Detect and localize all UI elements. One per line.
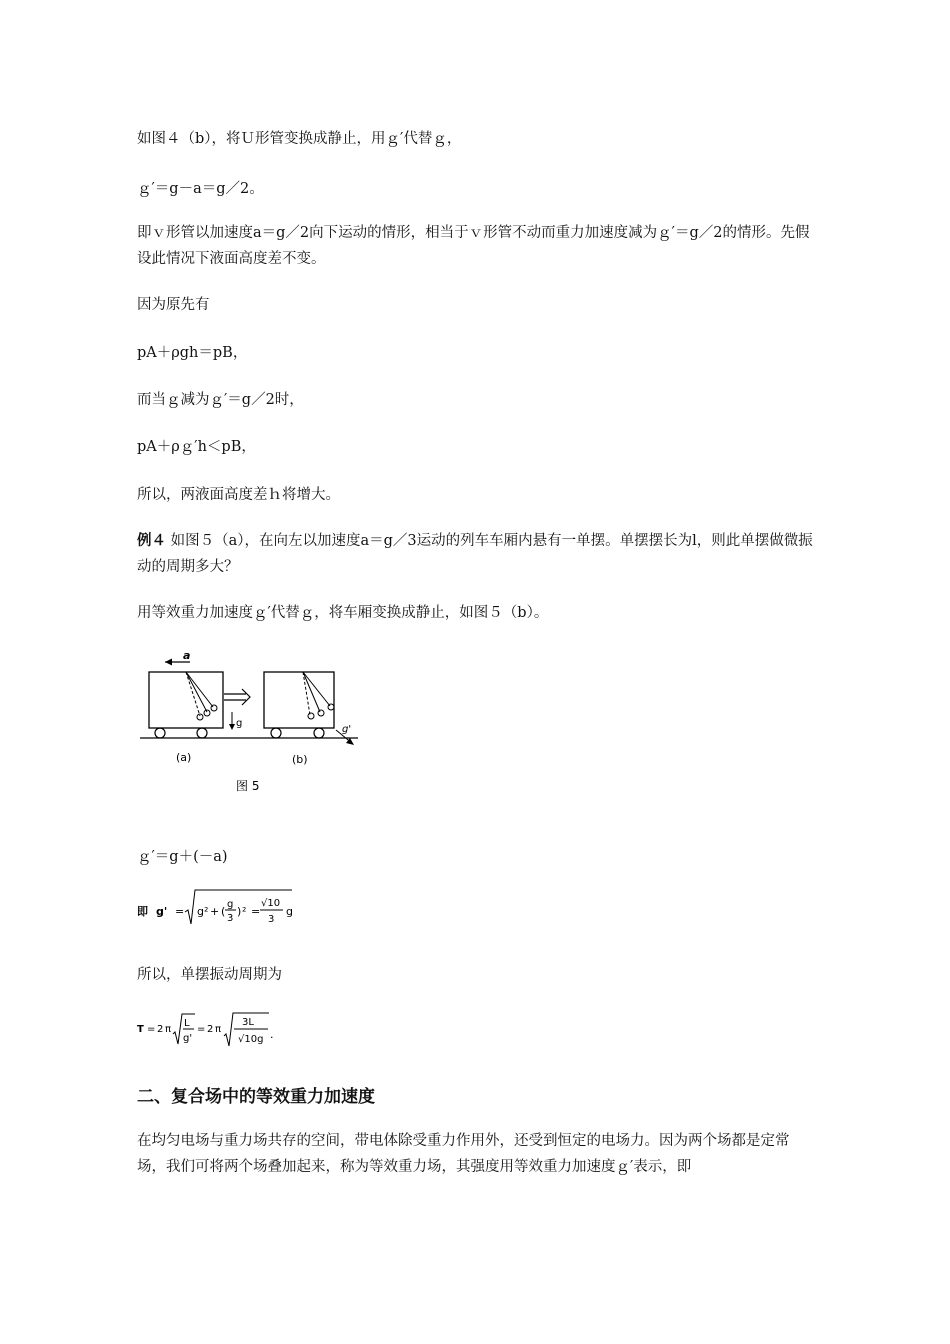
- formula-two2: 2: [207, 1024, 214, 1035]
- pendulum-bob: [204, 710, 210, 716]
- paragraph: pA＋ρｇ′h＜pB，: [137, 439, 256, 455]
- formula-eq2: =: [251, 905, 261, 918]
- formula-sqrt10: √10: [261, 898, 281, 909]
- example-text: 如图５（a），在向左以加速度a＝g／3运动的列车车厢内悬有一单摆。单摆摆长为l，则此单摆做微振动的周期多大？: [137, 533, 813, 575]
- section-heading: 二、复合场中的等效重力加速度: [137, 1087, 375, 1107]
- paragraph: pA＋ρgh＝pB，: [137, 345, 248, 361]
- example-label: 例４: [137, 532, 166, 549]
- paragraph: ｇ′＝g－a＝g／2。: [137, 181, 264, 197]
- formula-eq2: =: [197, 1024, 206, 1035]
- formula-two: 2: [157, 1024, 164, 1035]
- pendulum-bob: [328, 704, 334, 710]
- formula-prefix: 即: [137, 905, 148, 918]
- car-a: [149, 672, 223, 728]
- car-b: [264, 672, 334, 728]
- formula-T: T: [137, 1024, 144, 1035]
- formula-eq: =: [147, 1024, 156, 1035]
- wheel: [155, 728, 165, 738]
- formula-square: ²: [242, 905, 247, 918]
- formula-den: √10g: [238, 1034, 264, 1045]
- wheel: [271, 728, 281, 738]
- figure-5: [140, 648, 370, 798]
- wheel: [314, 728, 324, 738]
- paragraph: ｇ′＝g＋(－a): [137, 849, 228, 865]
- formula-lhs: g': [156, 905, 168, 918]
- formula-pi: π: [165, 1024, 172, 1035]
- pendulum-string: [186, 672, 213, 707]
- paren: (: [221, 905, 226, 918]
- formula-effective-g: [137, 886, 307, 930]
- pendulum-bob: [318, 710, 324, 716]
- formula-num: 3L: [242, 1017, 254, 1028]
- figure-label-a: (a): [176, 751, 192, 764]
- paragraph: 因为原先有: [137, 297, 210, 313]
- acceleration-label: a: [183, 649, 191, 662]
- pendulum-bob: [308, 713, 314, 719]
- example-4: [137, 528, 817, 580]
- paragraph: 而当ｇ减为ｇ′＝g／2时，: [137, 392, 304, 408]
- paragraph: 用等效重力加速度ｇ′代替ｇ，将车厢变换成静止，如图５（b）。: [137, 605, 549, 621]
- formula-eq: =: [175, 905, 185, 918]
- effective-gravity-label: g': [342, 724, 352, 735]
- formula-L: L: [184, 1018, 190, 1029]
- gravity-label: g: [236, 718, 243, 729]
- formula-g2: g²: [197, 905, 209, 918]
- formula-pi2: π: [215, 1024, 222, 1035]
- paren: ): [237, 905, 242, 918]
- gravity-arrowhead: [229, 724, 235, 730]
- formula-period: [137, 1008, 287, 1050]
- figure-label-b: (b): [292, 753, 308, 766]
- formula-plus: +: [210, 905, 220, 918]
- formula-gp: g': [183, 1033, 193, 1044]
- formula-tail: g: [286, 905, 293, 918]
- figure-caption: 图 5: [236, 779, 260, 793]
- paragraph: 所以，单摆振动周期为: [137, 967, 282, 983]
- formula-den3: 3: [268, 914, 275, 925]
- formula-dot: .: [270, 1028, 274, 1041]
- pendulum-string: [303, 672, 320, 712]
- transform-arrowhead: [242, 689, 250, 705]
- formula-frac-num: g: [227, 899, 234, 910]
- paragraph: 所以，两液面高度差ｈ将增大。: [137, 487, 340, 503]
- pendulum-string: [303, 672, 310, 715]
- formula-frac-den: 3: [227, 913, 234, 924]
- pendulum-bob: [211, 705, 217, 711]
- pendulum-string: [303, 672, 330, 706]
- paragraph: 在均匀电场与重力场共存的空间，带电体除受重力作用外，还受到恒定的电场力。因为两个场都是定常场，我们可将两个场叠加起来，称为等效重力场，其强度用等效重力加速度ｇ′表示，即: [137, 1133, 790, 1175]
- acceleration-arrowhead: [165, 659, 172, 666]
- paragraph: 即ｖ形管以加速度a＝g／2向下运动的情形，相当于ｖ形管不动而重力加速度减为ｇ′＝g／2的情形。先假设此情况下液面高度差不变。: [137, 225, 810, 267]
- paragraph: 如图４（b），将Ｕ形管变换成静止，用ｇ′代替ｇ，: [137, 131, 462, 147]
- wheel: [197, 728, 207, 738]
